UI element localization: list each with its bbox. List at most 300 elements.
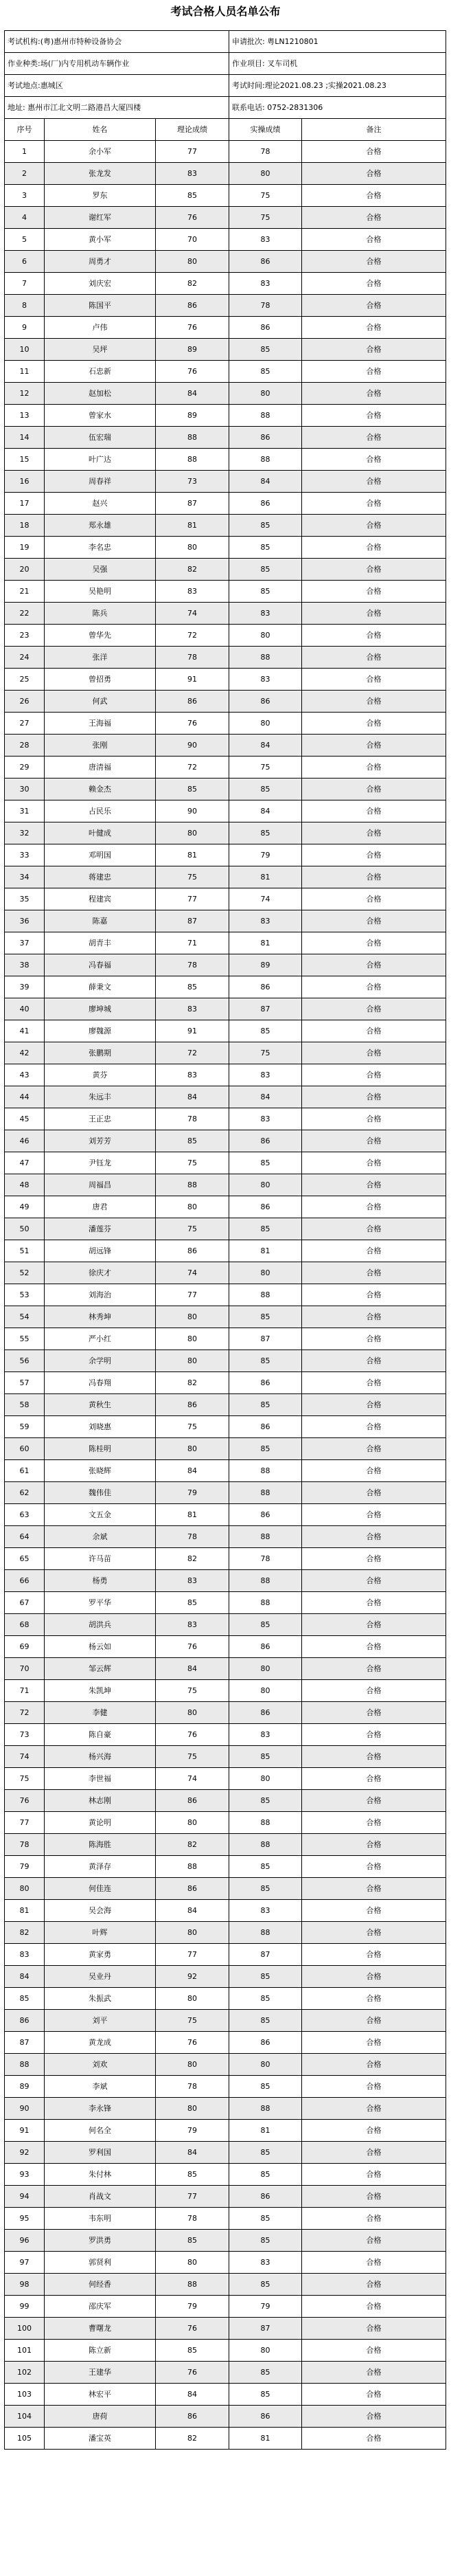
row-remark: 合格 [302,976,446,998]
row-practical-score: 85 [229,1856,302,1878]
row-practical-score: 84 [229,471,302,493]
row-remark: 合格 [302,2406,446,2428]
row-remark: 合格 [302,625,446,647]
row-practical-score: 85 [229,2362,302,2384]
row-name: 赵兴 [45,493,156,515]
row-practical-score: 85 [229,1438,302,1460]
row-theory-score: 88 [156,427,229,449]
table-row [5,866,446,888]
table-row [5,1350,446,1372]
row-name: 郭贤利 [45,2252,156,2274]
row-practical-score: 75 [229,207,302,229]
row-index: 9 [5,317,45,339]
col-header-practical: 实操成绩 [229,119,302,141]
row-index: 78 [5,1834,45,1856]
row-name: 邵庆军 [45,2296,156,2318]
row-theory-score: 83 [156,998,229,1020]
row-remark: 合格 [302,1834,446,1856]
row-remark: 合格 [302,1746,446,1768]
row-index: 66 [5,1570,45,1592]
table-row [5,1372,446,1394]
row-name: 杨兴海 [45,1746,156,1768]
row-index: 54 [5,1306,45,1328]
row-theory-score: 76 [156,2362,229,2384]
row-practical-score: 86 [229,2186,302,2208]
row-name: 吴坪 [45,339,156,361]
table-row [5,976,446,998]
row-name: 曾家水 [45,405,156,427]
row-theory-score: 76 [156,2318,229,2340]
row-index: 52 [5,1262,45,1284]
row-index: 10 [5,339,45,361]
row-name: 许马苗 [45,1548,156,1570]
table-row [5,1262,446,1284]
row-name: 王建华 [45,2362,156,2384]
table-row [5,317,446,339]
row-remark: 合格 [302,2010,446,2032]
row-index: 82 [5,1922,45,1944]
table-row [5,2362,446,2384]
table-row [5,1042,446,1064]
row-index: 79 [5,1856,45,1878]
row-theory-score: 83 [156,163,229,185]
row-index: 37 [5,932,45,954]
table-row [5,1988,446,2010]
row-index: 7 [5,273,45,295]
table-row [5,2098,446,2120]
table-row [5,1064,446,1086]
row-practical-score: 89 [229,954,302,976]
row-remark: 合格 [302,1526,446,1548]
col-header-name: 姓名 [45,119,156,141]
row-theory-score: 84 [156,2384,229,2406]
row-remark: 合格 [302,559,446,581]
row-remark: 合格 [302,383,446,405]
row-theory-score: 76 [156,713,229,735]
row-remark: 合格 [302,1680,446,1702]
row-name: 朱振武 [45,1988,156,2010]
row-name: 冯春翔 [45,1372,156,1394]
table-row [5,1636,446,1658]
row-name: 林秀坤 [45,1306,156,1328]
row-theory-score: 75 [156,1416,229,1438]
row-theory-score: 80 [156,1438,229,1460]
table-row [5,844,446,866]
row-practical-score: 85 [229,1350,302,1372]
row-theory-score: 80 [156,1922,229,1944]
row-theory-score: 91 [156,669,229,691]
row-practical-score: 83 [229,1064,302,1086]
row-practical-score: 84 [229,735,302,757]
row-name: 程建宾 [45,888,156,910]
row-theory-score: 78 [156,2076,229,2098]
row-index: 50 [5,1218,45,1240]
row-remark: 合格 [302,2208,446,2230]
row-theory-score: 78 [156,2208,229,2230]
row-theory-score: 86 [156,691,229,713]
row-theory-score: 70 [156,229,229,251]
row-practical-score: 80 [229,1174,302,1196]
row-theory-score: 86 [156,1394,229,1416]
row-remark: 合格 [302,471,446,493]
row-theory-score: 83 [156,1064,229,1086]
row-practical-score: 85 [229,1306,302,1328]
row-theory-score: 75 [156,2010,229,2032]
row-index: 29 [5,757,45,779]
work-category: 作业种类:场(厂)内专用机动车辆作业 [5,53,229,75]
row-remark: 合格 [302,1196,446,1218]
row-index: 47 [5,1152,45,1174]
row-theory-score: 84 [156,1460,229,1482]
row-remark: 合格 [302,2164,446,2186]
row-practical-score: 88 [229,1526,302,1548]
table-row [5,1526,446,1548]
table-row [5,273,446,295]
table-row [5,1812,446,1834]
row-practical-score: 83 [229,2252,302,2274]
row-theory-score: 78 [156,954,229,976]
row-index: 59 [5,1416,45,1438]
row-theory-score: 77 [156,1284,229,1306]
table-row [5,207,446,229]
table-row [5,1130,446,1152]
row-practical-score: 83 [229,229,302,251]
row-practical-score: 79 [229,844,302,866]
row-index: 44 [5,1086,45,1108]
row-remark: 合格 [302,1460,446,1482]
row-remark: 合格 [302,427,446,449]
row-practical-score: 83 [229,669,302,691]
row-practical-score: 80 [229,1680,302,1702]
row-remark: 合格 [302,800,446,822]
table-row [5,954,446,976]
row-theory-score: 79 [156,2296,229,2318]
row-name: 唐清福 [45,757,156,779]
table-row [5,822,446,844]
row-theory-score: 85 [156,779,229,800]
row-remark: 合格 [302,2340,446,2362]
row-remark: 合格 [302,1504,446,1526]
row-name: 严小红 [45,1328,156,1350]
row-remark: 合格 [302,1086,446,1108]
row-practical-score: 80 [229,1262,302,1284]
row-index: 56 [5,1350,45,1372]
table-row [5,2120,446,2142]
row-name: 黄秋生 [45,1394,156,1416]
row-theory-score: 78 [156,1526,229,1548]
table-row [5,2252,446,2274]
row-remark: 合格 [302,2296,446,2318]
row-practical-score: 85 [229,1218,302,1240]
row-name: 吴会海 [45,1900,156,1922]
row-practical-score: 83 [229,273,302,295]
table-row [5,779,446,800]
table-row [5,2010,446,2032]
header-row [5,119,446,141]
row-name: 唐君 [45,1196,156,1218]
row-index: 65 [5,1548,45,1570]
row-index: 63 [5,1504,45,1526]
row-index: 34 [5,866,45,888]
row-name: 陈立新 [45,2340,156,2362]
row-index: 19 [5,537,45,559]
row-name: 廖魏源 [45,1020,156,1042]
table-row [5,1482,446,1504]
row-remark: 合格 [302,844,446,866]
row-theory-score: 73 [156,471,229,493]
row-index: 49 [5,1196,45,1218]
row-remark: 合格 [302,1174,446,1196]
row-index: 102 [5,2362,45,2384]
table-row [5,757,446,779]
row-name: 占民乐 [45,800,156,822]
row-index: 41 [5,1020,45,1042]
row-name: 刘平 [45,2010,156,2032]
table-row [5,998,446,1020]
row-theory-score: 80 [156,2098,229,2120]
row-theory-score: 72 [156,1042,229,1064]
row-practical-score: 85 [229,2274,302,2296]
row-index: 64 [5,1526,45,1548]
table-row [5,1680,446,1702]
row-name: 张龙发 [45,163,156,185]
table-row [5,1306,446,1328]
row-practical-score: 86 [229,1636,302,1658]
row-remark: 合格 [302,515,446,537]
row-theory-score: 75 [156,1746,229,1768]
info-row [5,53,446,75]
row-theory-score: 82 [156,1372,229,1394]
row-index: 75 [5,1768,45,1790]
row-practical-score: 80 [229,1768,302,1790]
row-index: 87 [5,2032,45,2054]
row-remark: 合格 [302,207,446,229]
row-practical-score: 85 [229,1394,302,1416]
row-name: 陈国平 [45,295,156,317]
row-index: 14 [5,427,45,449]
row-remark: 合格 [302,713,446,735]
row-index: 60 [5,1438,45,1460]
row-theory-score: 80 [156,1196,229,1218]
row-remark: 合格 [302,1240,446,1262]
table-row [5,735,446,757]
row-practical-score: 83 [229,910,302,932]
row-practical-score: 80 [229,383,302,405]
row-name: 罗东 [45,185,156,207]
table-row [5,1504,446,1526]
row-theory-score: 76 [156,361,229,383]
table-row [5,251,446,273]
row-index: 70 [5,1658,45,1680]
table-row [5,427,446,449]
row-name: 唐荷 [45,2406,156,2428]
row-name: 何武 [45,691,156,713]
table-row [5,713,446,735]
row-theory-score: 85 [156,2230,229,2252]
row-theory-score: 76 [156,317,229,339]
col-header-theory: 理论成绩 [156,119,229,141]
row-index: 94 [5,2186,45,2208]
table-row [5,1416,446,1438]
table-row [5,2032,446,2054]
row-name: 石忠新 [45,361,156,383]
table-row [5,1944,446,1966]
row-index: 16 [5,471,45,493]
row-index: 86 [5,2010,45,2032]
row-remark: 合格 [302,1438,446,1460]
row-index: 103 [5,2384,45,2406]
col-header-index: 序号 [5,119,45,141]
row-remark: 合格 [302,1108,446,1130]
row-name: 潘莲芬 [45,1218,156,1240]
table-row [5,1614,446,1636]
row-remark: 合格 [302,1702,446,1724]
row-index: 104 [5,2406,45,2428]
row-remark: 合格 [302,141,446,163]
row-theory-score: 85 [156,2164,229,2186]
row-name: 冯春福 [45,954,156,976]
table-row [5,800,446,822]
row-remark: 合格 [302,1328,446,1350]
row-theory-score: 84 [156,2142,229,2164]
exam-time: 考试时间:理论2021.08.23 ;实操2021.08.23 [229,75,446,97]
row-practical-score: 80 [229,713,302,735]
table-row [5,1878,446,1900]
row-theory-score: 80 [156,2054,229,2076]
row-theory-score: 91 [156,1020,229,1042]
row-remark: 合格 [302,1372,446,1394]
row-name: 陈兵 [45,603,156,625]
row-remark: 合格 [302,229,446,251]
row-theory-score: 79 [156,2120,229,2142]
row-name: 罗洪勇 [45,2230,156,2252]
row-theory-score: 77 [156,1944,229,1966]
table-row [5,1724,446,1746]
table-row [5,647,446,669]
row-theory-score: 85 [156,1592,229,1614]
row-practical-score: 86 [229,1504,302,1526]
row-index: 85 [5,1988,45,2010]
row-remark: 合格 [302,273,446,295]
row-index: 99 [5,2296,45,2318]
row-theory-score: 90 [156,735,229,757]
row-theory-score: 85 [156,976,229,998]
row-practical-score: 86 [229,1130,302,1152]
row-theory-score: 88 [156,2274,229,2296]
row-index: 80 [5,1878,45,1900]
table-row [5,559,446,581]
row-remark: 合格 [302,1152,446,1174]
row-name: 李斌 [45,2076,156,2098]
row-name: 文五金 [45,1504,156,1526]
row-remark: 合格 [302,2120,446,2142]
table-row [5,2384,446,2406]
row-name: 黄家勇 [45,1944,156,1966]
row-index: 53 [5,1284,45,1306]
row-theory-score: 85 [156,185,229,207]
row-index: 62 [5,1482,45,1504]
row-remark: 合格 [302,2076,446,2098]
table-row [5,1790,446,1812]
row-index: 23 [5,625,45,647]
row-practical-score: 83 [229,1108,302,1130]
row-remark: 合格 [302,647,446,669]
row-practical-score: 78 [229,141,302,163]
table-row [5,1966,446,1988]
row-index: 27 [5,713,45,735]
row-theory-score: 92 [156,1966,229,1988]
row-name: 张鹏期 [45,1042,156,1064]
row-practical-score: 85 [229,2164,302,2186]
table-row [5,295,446,317]
table-row [5,2340,446,2362]
row-name: 胡洪兵 [45,1614,156,1636]
row-name: 肖战文 [45,2186,156,2208]
table-row [5,537,446,559]
row-index: 31 [5,800,45,822]
row-theory-score: 77 [156,141,229,163]
row-remark: 合格 [302,1042,446,1064]
table-row [5,493,446,515]
row-practical-score: 81 [229,2120,302,2142]
table-row [5,1174,446,1196]
row-name: 曾招勇 [45,669,156,691]
row-practical-score: 85 [229,2076,302,2098]
table-row [5,1460,446,1482]
row-theory-score: 84 [156,1086,229,1108]
row-remark: 合格 [302,757,446,779]
row-theory-score: 84 [156,1658,229,1680]
row-practical-score: 83 [229,603,302,625]
row-theory-score: 72 [156,757,229,779]
row-index: 74 [5,1746,45,1768]
row-remark: 合格 [302,1482,446,1504]
row-index: 100 [5,2318,45,2340]
row-theory-score: 80 [156,251,229,273]
table-row [5,449,446,471]
table-row [5,229,446,251]
table-row [5,1834,446,1856]
table-row [5,1592,446,1614]
table-row [5,361,446,383]
row-index: 83 [5,1944,45,1966]
row-name: 余斌 [45,1526,156,1548]
row-index: 25 [5,669,45,691]
row-remark: 合格 [302,1900,446,1922]
row-practical-score: 86 [229,1372,302,1394]
row-index: 28 [5,735,45,757]
row-practical-score: 85 [229,1152,302,1174]
row-name: 张刚 [45,735,156,757]
row-practical-score: 84 [229,800,302,822]
row-remark: 合格 [302,339,446,361]
row-index: 58 [5,1394,45,1416]
table-row [5,1394,446,1416]
row-name: 胡青丰 [45,932,156,954]
table-row [5,2076,446,2098]
row-theory-score: 83 [156,1614,229,1636]
row-theory-score: 87 [156,910,229,932]
row-name: 周福昌 [45,1174,156,1196]
row-index: 93 [5,2164,45,2186]
row-practical-score: 80 [229,163,302,185]
row-practical-score: 85 [229,361,302,383]
row-practical-score: 85 [229,2230,302,2252]
exam-location: 考试地点:惠城区 [5,75,229,97]
table-row [5,1438,446,1460]
row-name: 曾华先 [45,625,156,647]
row-name: 朱远丰 [45,1086,156,1108]
